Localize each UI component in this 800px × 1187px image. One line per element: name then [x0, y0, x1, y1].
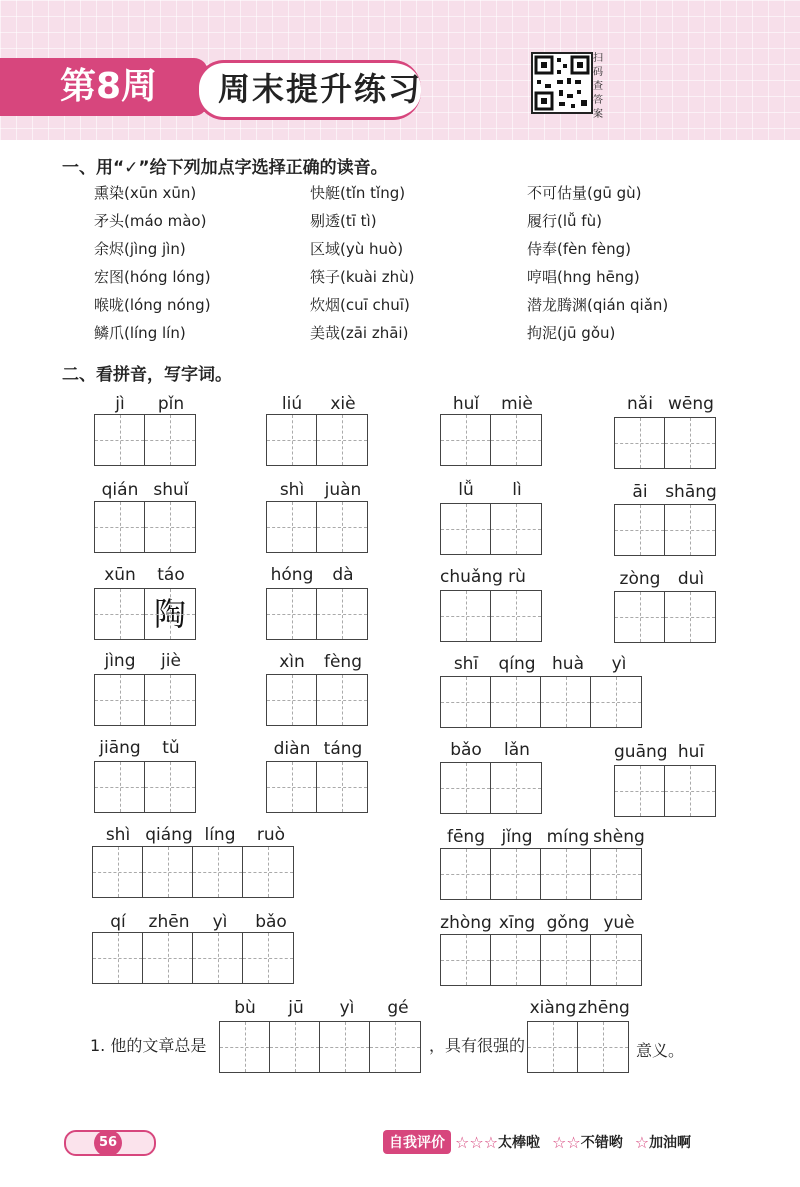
pronunciation-item[interactable]: 炊烟(cuī chuī) [310, 296, 410, 314]
pinyin-syllable: shèng [593, 827, 645, 847]
pinyin-label [266, 480, 368, 502]
writing-cell[interactable] [441, 677, 491, 727]
pronunciation-item[interactable]: 快艇(tǐn tǐng) [310, 184, 406, 202]
pinyin-syllable: xiè [330, 394, 356, 414]
writing-grid [614, 591, 716, 643]
writing-cell[interactable] [491, 763, 541, 813]
writing-cell[interactable] [441, 591, 491, 641]
writing-cell[interactable] [591, 935, 641, 985]
pinyin-syllable: qián [101, 480, 139, 500]
pinyin-label [614, 394, 716, 416]
writing-cell[interactable]: 陶 [145, 589, 195, 639]
pinyin-label [94, 394, 196, 416]
pronunciation-item[interactable]: 筷子(kuài zhù) [310, 268, 415, 286]
pinyin-syllable: gé [387, 998, 409, 1018]
star-icon[interactable]: ☆ [483, 1132, 499, 1152]
writing-cell[interactable] [93, 847, 143, 897]
writing-grid [266, 588, 368, 640]
writing-grid [440, 848, 642, 900]
pinyin-syllable: táng [323, 739, 363, 759]
writing-cell[interactable] [441, 935, 491, 985]
writing-cell[interactable] [578, 1022, 628, 1072]
pinyin-syllable: nǎi [627, 394, 653, 414]
week-label: 第8周 [60, 66, 158, 107]
writing-grid [266, 501, 368, 553]
pronunciation-item[interactable]: 矛头(máo mào) [94, 212, 207, 230]
pronunciation-item[interactable]: 潜龙腾渊(qián qiǎn) [527, 296, 669, 314]
writing-cell[interactable] [591, 677, 641, 727]
writing-grid [440, 590, 542, 642]
pinyin-syllable: zòng [619, 569, 661, 589]
pronunciation-item[interactable]: 熏染(xūn xūn) [94, 184, 197, 202]
section1-title: 一、用“✓”给下列加点字选择正确的读音。 [62, 158, 388, 178]
pinyin-syllable: lì [512, 480, 522, 500]
pinyin-syllable: guāng [614, 742, 668, 762]
self-evaluation [383, 1128, 703, 1156]
pinyin-label [614, 569, 716, 591]
writing-cell[interactable] [491, 591, 541, 641]
pinyin-syllable: zhòng [440, 913, 492, 933]
pronunciation-item[interactable]: 区域(yù huò) [310, 240, 404, 258]
pinyin-label [219, 998, 423, 1020]
pinyin-syllable: yì [339, 998, 355, 1018]
writing-cell[interactable] [491, 849, 541, 899]
writing-cell[interactable] [665, 592, 715, 642]
pinyin-syllable: gǒng [546, 913, 590, 933]
writing-cell[interactable] [665, 418, 715, 468]
writing-grid [94, 761, 196, 813]
writing-cell[interactable] [615, 418, 665, 468]
writing-grid [614, 765, 716, 817]
pinyin-syllable: shuǐ [153, 480, 189, 500]
sentence-prefix: 1. 他的文章总是 [90, 1036, 207, 1055]
writing-cell[interactable] [615, 505, 665, 555]
pinyin-syllable: chuǎng [440, 567, 503, 587]
writing-cell[interactable] [541, 849, 591, 899]
writing-cell[interactable] [317, 589, 367, 639]
writing-grid [94, 588, 196, 640]
pinyin-syllable: tǔ [162, 738, 180, 758]
pinyin-label [266, 739, 368, 761]
pinyin-label [266, 394, 368, 416]
pinyin-syllable: qíng [498, 654, 536, 674]
pinyin-syllable: āi [632, 482, 648, 502]
pinyin-label [94, 651, 196, 673]
writing-cell[interactable] [267, 502, 317, 552]
pinyin-label [614, 482, 716, 504]
writing-cell[interactable] [243, 933, 293, 983]
writing-grid [440, 762, 542, 814]
writing-cell[interactable] [317, 415, 367, 465]
pronunciation-item[interactable]: 剔透(tī tì) [310, 212, 377, 230]
writing-cell[interactable] [145, 675, 195, 725]
pinyin-label [94, 738, 196, 760]
pinyin-syllable: xūn [104, 565, 136, 585]
star-icon[interactable]: ☆ [566, 1132, 581, 1152]
pronunciation-item[interactable]: 喉咙(lóng nóng) [94, 296, 211, 314]
eval-tag: 自我评价 [383, 1130, 451, 1154]
pronunciation-item[interactable]: 哼唱(hng hēng) [527, 268, 640, 286]
writing-grid [92, 846, 294, 898]
pinyin-syllable: bǎo [450, 740, 482, 760]
pinyin-syllable: líng [204, 825, 236, 845]
pinyin-syllable: jiāng [99, 738, 141, 758]
pinyin-syllable: liú [281, 394, 303, 414]
writing-cell[interactable] [615, 592, 665, 642]
pinyin-syllable: dà [332, 565, 354, 585]
star-icon[interactable]: ☆ [634, 1132, 650, 1152]
page-number: 56 [94, 1130, 122, 1156]
pinyin-syllable: jǐng [501, 827, 533, 847]
writing-cell[interactable] [267, 762, 317, 812]
eval-great-label: 太棒啦 [498, 1135, 541, 1151]
pinyin-label [266, 652, 368, 674]
writing-cell[interactable] [193, 933, 243, 983]
qr-code-icon[interactable] [531, 52, 593, 114]
writing-cell[interactable] [95, 762, 145, 812]
writing-cell[interactable] [528, 1022, 578, 1072]
pronunciation-item[interactable]: 拘泥(jū gǒu) [527, 324, 616, 342]
pinyin-syllable: bù [234, 998, 256, 1018]
writing-cell[interactable] [267, 415, 317, 465]
pinyin-syllable: xīng [498, 913, 536, 933]
star-icon[interactable]: ☆ [552, 1132, 567, 1152]
pinyin-syllable: shī [453, 654, 479, 674]
star-icon[interactable]: ☆ [455, 1132, 470, 1152]
pinyin-label [266, 565, 368, 587]
writing-cell[interactable] [320, 1022, 370, 1072]
pinyin-syllable: jìng [104, 651, 136, 671]
pronunciation-item[interactable]: 不可估量(gū gù) [527, 184, 642, 202]
writing-cell[interactable] [145, 762, 195, 812]
pronunciation-item[interactable]: 余烬(jìng jìn) [94, 240, 186, 258]
pronunciation-item[interactable]: 履行(lǚ fù) [527, 212, 602, 230]
pinyin-label [440, 567, 542, 589]
pinyin-label [440, 827, 644, 849]
pinyin-syllable: zhēn [148, 912, 190, 932]
writing-cell[interactable] [95, 675, 145, 725]
writing-grid [440, 503, 542, 555]
writing-cell[interactable] [665, 766, 715, 816]
writing-grid [440, 934, 642, 986]
pinyin-syllable: yì [611, 654, 627, 674]
pinyin-label [94, 565, 196, 587]
pinyin-syllable: fēng [446, 827, 485, 847]
pinyin-syllable: zhēng [578, 998, 630, 1018]
writing-cell[interactable] [541, 677, 591, 727]
writing-cell[interactable] [243, 847, 293, 897]
writing-cell[interactable] [93, 933, 143, 983]
sentence-middle: ，具有很强的 [429, 1036, 526, 1055]
writing-grid [94, 501, 196, 553]
star-icon[interactable]: ☆ [469, 1132, 484, 1152]
writing-grid [440, 414, 542, 466]
pinyin-syllable: qí [110, 912, 126, 932]
writing-cell[interactable] [541, 935, 591, 985]
writing-cell[interactable] [491, 677, 541, 727]
writing-cell[interactable] [95, 415, 145, 465]
pinyin-label [94, 480, 196, 502]
writing-grid [94, 414, 196, 466]
writing-grid [219, 1021, 421, 1073]
pinyin-syllable: jū [288, 998, 304, 1018]
qr-caption: 扫码查答案 [593, 53, 603, 120]
writing-cell[interactable] [441, 849, 491, 899]
pinyin-label [440, 913, 644, 935]
writing-cell[interactable] [491, 935, 541, 985]
writing-cell[interactable] [270, 1022, 320, 1072]
pinyin-syllable: yuè [603, 913, 635, 933]
writing-cell[interactable] [267, 675, 317, 725]
pinyin-syllable: bǎo [255, 912, 287, 932]
pinyin-syllable: huǐ [452, 394, 480, 414]
writing-cell[interactable] [95, 502, 145, 552]
pinyin-syllable: pǐn [157, 394, 185, 414]
pinyin-syllable: shì [105, 825, 131, 845]
writing-grid [614, 504, 716, 556]
writing-cell[interactable] [491, 415, 541, 465]
pinyin-syllable: duì [677, 569, 705, 589]
pinyin-syllable: fèng [323, 652, 362, 672]
pinyin-label [440, 654, 644, 676]
pinyin-syllable: hóng [270, 565, 314, 585]
writing-cell[interactable] [143, 847, 193, 897]
writing-cell[interactable] [220, 1022, 270, 1072]
pinyin-label [440, 394, 542, 416]
writing-cell[interactable] [441, 504, 491, 554]
writing-cell[interactable] [370, 1022, 420, 1072]
section2-title: 二、看拼音，写字词。 [62, 365, 232, 385]
pinyin-label [614, 742, 716, 764]
writing-cell[interactable] [95, 589, 145, 639]
writing-grid [440, 676, 642, 728]
writing-cell[interactable] [665, 505, 715, 555]
writing-cell[interactable] [491, 504, 541, 554]
page-title: 周末提升练习 [218, 70, 423, 108]
pinyin-syllable: qiáng [145, 825, 193, 845]
writing-cell[interactable] [317, 502, 367, 552]
pinyin-label [440, 740, 542, 762]
pronunciation-item[interactable]: 美哉(zāi zhāi) [310, 324, 409, 342]
writing-cell[interactable] [591, 849, 641, 899]
pinyin-syllable: huà [552, 654, 584, 674]
pinyin-syllable: ruò [256, 825, 286, 845]
writing-grid [92, 932, 294, 984]
pinyin-syllable: juàn [324, 480, 362, 500]
writing-cell[interactable] [145, 502, 195, 552]
pronunciation-item[interactable]: 侍奉(fèn fèng) [527, 240, 632, 258]
pinyin-syllable: wēng [668, 394, 714, 414]
pinyin-syllable: jiè [161, 651, 181, 671]
pinyin-label [92, 912, 296, 934]
writing-grid [266, 674, 368, 726]
pinyin-syllable: lǚ [458, 480, 474, 500]
writing-cell[interactable] [193, 847, 243, 897]
writing-grid [266, 414, 368, 466]
writing-grid [266, 761, 368, 813]
pinyin-label [440, 480, 542, 502]
pinyin-syllable: huī [677, 742, 705, 762]
pronunciation-item[interactable]: 鳞爪(líng lín) [94, 324, 186, 342]
pinyin-syllable: xìn [279, 652, 305, 672]
writing-cell[interactable] [317, 675, 367, 725]
writing-cell[interactable] [615, 766, 665, 816]
writing-cell[interactable] [441, 415, 491, 465]
pinyin-syllable: diàn [273, 739, 311, 759]
pinyin-syllable: jì [115, 394, 125, 414]
writing-grid [614, 417, 716, 469]
pinyin-syllable: miè [501, 394, 533, 414]
writing-grid [94, 674, 196, 726]
pinyin-label [527, 998, 629, 1020]
pinyin-syllable: lǎn [504, 740, 530, 760]
writing-cell[interactable] [317, 762, 367, 812]
pinyin-syllable: xiàng [529, 998, 577, 1018]
writing-cell[interactable] [143, 933, 193, 983]
eval-try-label: 加油啊 [649, 1135, 692, 1151]
writing-cell[interactable] [441, 763, 491, 813]
pinyin-syllable: rù [508, 567, 526, 587]
writing-cell[interactable] [267, 589, 317, 639]
sentence-suffix: 意义。 [636, 1041, 685, 1060]
pinyin-syllable: yì [212, 912, 228, 932]
writing-grid [527, 1021, 629, 1073]
pronunciation-item[interactable]: 宏图(hóng lóng) [94, 268, 211, 286]
pinyin-syllable: shāng [665, 482, 717, 502]
pinyin-syllable: táo [157, 565, 185, 585]
writing-cell[interactable] [145, 415, 195, 465]
pinyin-label [92, 825, 296, 847]
eval-good-label: 不错哟 [580, 1135, 623, 1151]
pinyin-syllable: míng [546, 827, 590, 847]
pinyin-syllable: shì [279, 480, 305, 500]
